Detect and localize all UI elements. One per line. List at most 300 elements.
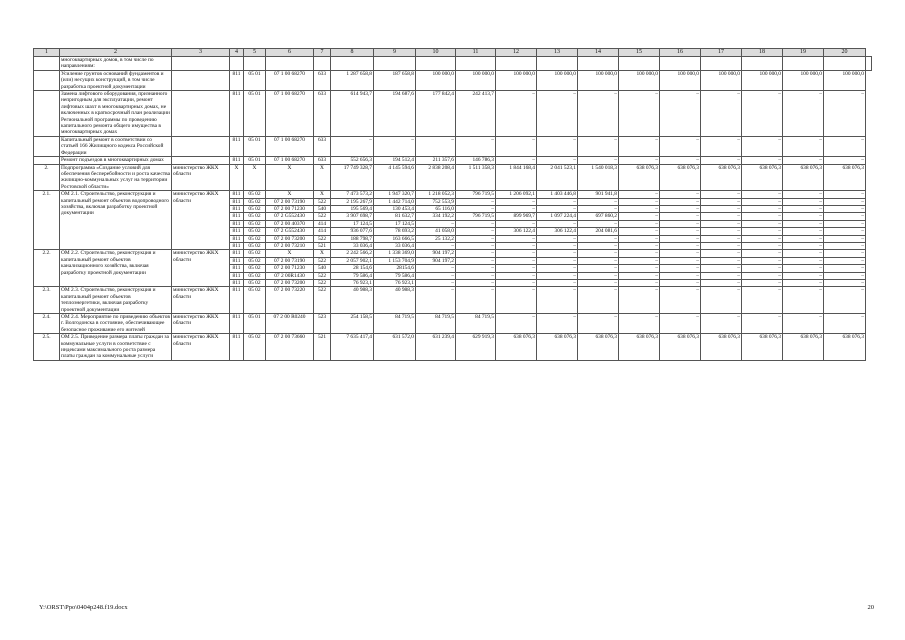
code-cell: 05 02 bbox=[244, 213, 266, 220]
amount-cell: – bbox=[456, 220, 496, 227]
row-number bbox=[34, 136, 60, 156]
amount-cell: – bbox=[619, 272, 660, 279]
amount-cell: – bbox=[619, 265, 660, 272]
table-row bbox=[34, 314, 872, 334]
amount-cell: 28154,6 bbox=[374, 265, 416, 272]
amount-cell: 187 658,8 bbox=[374, 70, 416, 90]
amount-cell: – bbox=[824, 287, 866, 314]
amount-cell: 1 206 092,1 bbox=[496, 191, 537, 198]
amount-cell: 254 158,5 bbox=[331, 314, 374, 334]
amount-cell: 638 076,3 bbox=[578, 334, 619, 361]
amount-cell: 33 036,4 bbox=[331, 242, 374, 249]
code-cell: 05 02 bbox=[244, 265, 266, 272]
amount-cell: – bbox=[578, 257, 619, 264]
code-cell: 633 bbox=[314, 70, 331, 90]
code-cell: 811 bbox=[230, 242, 244, 249]
row-number bbox=[34, 157, 60, 164]
code-cell: 523 bbox=[314, 314, 331, 334]
amount-cell: 242 413,7 bbox=[456, 91, 496, 137]
code-cell: 414 bbox=[314, 228, 331, 235]
amount-cell: – bbox=[496, 91, 537, 137]
amount-cell: 100 000,0 bbox=[456, 70, 496, 90]
amount-cell: – bbox=[783, 213, 824, 220]
amount-cell: 100 000,0 bbox=[660, 70, 701, 90]
document-page bbox=[33, 48, 872, 361]
amount-cell: 76 923,1 bbox=[374, 280, 416, 287]
budget-table bbox=[33, 48, 872, 361]
amount-cell: – bbox=[496, 157, 537, 164]
amount-cell: – bbox=[619, 235, 660, 242]
file-path: Y:\ORST\Ppo\0404p248.f19.docx bbox=[39, 604, 128, 611]
amount-cell: 904 197,2 bbox=[416, 257, 456, 264]
amount-cell: – bbox=[783, 198, 824, 205]
amount-cell: 40 988,3 bbox=[331, 287, 374, 314]
amount-cell: 79 586,4 bbox=[374, 272, 416, 279]
executor-cell bbox=[172, 70, 230, 90]
amount-cell: 638 076,3 bbox=[742, 334, 783, 361]
amount-cell: 752 553,9 bbox=[416, 198, 456, 205]
amount-cell: – bbox=[742, 91, 783, 137]
amount-cell: 796 719,5 bbox=[456, 191, 496, 198]
header-cell: 3 bbox=[172, 49, 230, 57]
amount-cell bbox=[456, 57, 496, 71]
amount-cell: – bbox=[416, 220, 456, 227]
amount-cell: 638 076,3 bbox=[783, 164, 824, 191]
amount-cell: 79 586,4 bbox=[331, 272, 374, 279]
amount-cell: – bbox=[660, 242, 701, 249]
row-title: ОМ 2.3. Строительство, реконструкция и капитальный ремонт объектов теплоэнергетики, включая разработку проектной документации bbox=[60, 287, 172, 314]
amount-cell: – bbox=[824, 91, 866, 137]
amount-cell: 1 511 358,3 bbox=[456, 164, 496, 191]
amount-cell: – bbox=[701, 136, 742, 156]
amount-cell: – bbox=[660, 213, 701, 220]
amount-cell: – bbox=[537, 265, 578, 272]
amount-cell: – bbox=[619, 242, 660, 249]
amount-cell: 901 941,8 bbox=[578, 191, 619, 198]
amount-cell: – bbox=[783, 280, 824, 287]
amount-cell: – bbox=[701, 272, 742, 279]
amount-cell: – bbox=[742, 235, 783, 242]
amount-cell: 2 041 523,1 bbox=[537, 164, 578, 191]
code-cell: X bbox=[314, 191, 331, 198]
code-cell: 07 2 00 73200 bbox=[266, 280, 314, 287]
code-cell: 521 bbox=[314, 334, 331, 361]
amount-cell: – bbox=[824, 157, 866, 164]
table-row bbox=[34, 57, 872, 71]
amount-cell: – bbox=[578, 157, 619, 164]
amount-cell: – bbox=[824, 265, 866, 272]
amount-cell bbox=[701, 57, 742, 71]
amount-cell: 2 195 267,9 bbox=[331, 198, 374, 205]
executor-cell: министерство ЖКХ области bbox=[172, 287, 230, 314]
amount-cell: – bbox=[660, 280, 701, 287]
amount-cell: – bbox=[660, 265, 701, 272]
amount-cell: – bbox=[456, 250, 496, 257]
executor-cell: министерство ЖКХ области bbox=[172, 334, 230, 361]
row-title: Замена лифтового оборудования, признанного непригодным для эксплуатации, ремонт лифтовых шахт в многоквартирных домах, не включенных в краткосрочный план реализации Региональной программы по проведению капитального ремонта общего имущества в многоквартирных домах bbox=[61, 91, 170, 136]
amount-cell: – bbox=[496, 235, 537, 242]
amount-cell: – bbox=[416, 136, 456, 156]
amount-cell: – bbox=[660, 250, 701, 257]
header-cell: 17 bbox=[701, 49, 742, 57]
table-row bbox=[34, 70, 872, 90]
amount-cell bbox=[866, 57, 872, 71]
amount-cell bbox=[619, 57, 660, 71]
amount-cell: – bbox=[578, 272, 619, 279]
amount-cell: – bbox=[824, 220, 866, 227]
amount-cell: 638 076,3 bbox=[824, 164, 866, 191]
amount-cell: 631 239,4 bbox=[416, 334, 456, 361]
code-cell: 07 2 00 73660 bbox=[266, 334, 314, 361]
amount-cell: – bbox=[578, 280, 619, 287]
amount-cell: 146 786,3 bbox=[456, 157, 496, 164]
header-cell: 4 bbox=[230, 49, 244, 57]
amount-cell: – bbox=[660, 191, 701, 198]
code-cell: 522 bbox=[314, 235, 331, 242]
executor-cell bbox=[172, 57, 230, 71]
amount-cell: 638 076,3 bbox=[537, 334, 578, 361]
code-cell: 05 02 bbox=[244, 287, 266, 314]
code-cell: 414 bbox=[314, 220, 331, 227]
header-cell: 2 bbox=[60, 49, 172, 57]
table-row bbox=[34, 287, 872, 314]
amount-cell: 1 947 320,7 bbox=[374, 191, 416, 198]
amount-cell: – bbox=[578, 235, 619, 242]
amount-cell: 2 057 902,1 bbox=[331, 257, 374, 264]
amount-cell: 2 242 566,2 bbox=[331, 250, 374, 257]
code-cell: 05 02 bbox=[244, 228, 266, 235]
amount-cell: – bbox=[783, 242, 824, 249]
row-number: 2.5. bbox=[34, 334, 60, 361]
amount-cell: – bbox=[824, 257, 866, 264]
amount-cell bbox=[578, 57, 619, 71]
code-cell: X bbox=[266, 191, 314, 198]
header-cell: 18 bbox=[742, 49, 783, 57]
amount-cell: – bbox=[824, 235, 866, 242]
code-cell: 522 bbox=[314, 198, 331, 205]
amount-cell: 84 719,5 bbox=[416, 314, 456, 334]
amount-cell: – bbox=[742, 198, 783, 205]
amount-cell: – bbox=[701, 242, 742, 249]
amount-cell: 1 844 168,4 bbox=[496, 164, 537, 191]
code-cell: 05 02 bbox=[244, 235, 266, 242]
amount-cell: – bbox=[619, 136, 660, 156]
amount-cell: – bbox=[456, 136, 496, 156]
amount-cell: – bbox=[456, 280, 496, 287]
amount-cell: 195 569,4 bbox=[331, 205, 374, 212]
amount-cell: – bbox=[783, 287, 824, 314]
amount-cell: – bbox=[660, 205, 701, 212]
code-cell: 522 bbox=[314, 213, 331, 220]
amount-cell: 614 943,7 bbox=[331, 91, 374, 137]
code-cell: 05 02 bbox=[244, 280, 266, 287]
amount-cell: – bbox=[496, 242, 537, 249]
amount-cell: – bbox=[619, 287, 660, 314]
amount-cell: 1 218 052,3 bbox=[416, 191, 456, 198]
amount-cell bbox=[783, 57, 824, 71]
amount-cell: – bbox=[783, 136, 824, 156]
amount-cell: 100 000,0 bbox=[496, 70, 537, 90]
amount-cell: 163 666,5 bbox=[374, 235, 416, 242]
amount-cell: 76 923,1 bbox=[331, 280, 374, 287]
code-cell: 811 bbox=[230, 287, 244, 314]
code-cell: 811 bbox=[230, 280, 244, 287]
amount-cell: 4 145 594,6 bbox=[374, 164, 416, 191]
amount-cell: 17 124,5 bbox=[331, 220, 374, 227]
amount-cell: 2 838 208,4 bbox=[416, 164, 456, 191]
amount-cell: 65 116,0 bbox=[416, 205, 456, 212]
amount-cell: – bbox=[824, 272, 866, 279]
code-cell: 522 bbox=[314, 287, 331, 314]
amount-cell: – bbox=[660, 314, 701, 334]
amount-cell: – bbox=[783, 205, 824, 212]
table-row bbox=[34, 136, 872, 156]
code-cell: 811 bbox=[230, 334, 244, 361]
amount-cell: – bbox=[824, 213, 866, 220]
amount-cell: 631 572,0 bbox=[374, 334, 416, 361]
code-cell: 522 bbox=[314, 280, 331, 287]
code-cell: 540 bbox=[314, 265, 331, 272]
row-title: ОМ 2.1. Строительство, реконструкция и капитальный ремонт объектов водопроводного хозяйства, включая разработку проектной документации bbox=[60, 191, 172, 250]
amount-cell: – bbox=[619, 91, 660, 137]
amount-cell: 100 000,0 bbox=[416, 70, 456, 90]
amount-cell: 78 693,2 bbox=[374, 228, 416, 235]
code-cell: X bbox=[314, 250, 331, 257]
header-cell: 5 bbox=[244, 49, 266, 57]
code-cell: 05 01 bbox=[244, 91, 266, 137]
amount-cell: 25 132,2 bbox=[416, 235, 456, 242]
code-cell: 633 bbox=[314, 157, 331, 164]
code-cell bbox=[244, 57, 266, 71]
code-cell: X bbox=[266, 164, 314, 191]
row-number bbox=[34, 91, 60, 137]
amount-cell: – bbox=[619, 157, 660, 164]
amount-cell: – bbox=[537, 280, 578, 287]
code-cell: 811 bbox=[230, 314, 244, 334]
amount-cell: 638 076,3 bbox=[824, 334, 866, 361]
amount-cell: – bbox=[456, 257, 496, 264]
amount-cell: – bbox=[578, 198, 619, 205]
code-cell: 07 2 00 73210 bbox=[266, 242, 314, 249]
row-number: 2.3. bbox=[34, 287, 60, 314]
amount-cell bbox=[660, 57, 701, 71]
amount-cell: – bbox=[660, 136, 701, 156]
amount-cell: – bbox=[701, 157, 742, 164]
executor-cell bbox=[172, 157, 230, 164]
amount-cell: – bbox=[496, 280, 537, 287]
amount-cell: – bbox=[456, 272, 496, 279]
amount-cell: – bbox=[701, 257, 742, 264]
code-cell: 05 02 bbox=[244, 257, 266, 264]
amount-cell: – bbox=[660, 235, 701, 242]
header-cell: 12 bbox=[496, 49, 537, 57]
amount-cell: 1 097 224,4 bbox=[537, 213, 578, 220]
code-cell: X bbox=[244, 164, 266, 191]
amount-cell: – bbox=[496, 265, 537, 272]
code-cell: 07 2 G552430 bbox=[266, 228, 314, 235]
amount-cell: – bbox=[660, 228, 701, 235]
amount-cell: – bbox=[578, 314, 619, 334]
code-cell: 633 bbox=[314, 91, 331, 137]
amount-cell: – bbox=[783, 250, 824, 257]
code-cell: 05 01 bbox=[244, 157, 266, 164]
amount-cell: 41 058,0 bbox=[416, 228, 456, 235]
amount-cell: – bbox=[619, 280, 660, 287]
code-cell: 811 bbox=[230, 198, 244, 205]
amount-cell: 7 635 417,4 bbox=[331, 334, 374, 361]
amount-cell: – bbox=[742, 250, 783, 257]
amount-cell: 188 798,7 bbox=[331, 235, 374, 242]
amount-cell: 17 749 328,7 bbox=[331, 164, 374, 191]
code-cell: 811 bbox=[230, 70, 244, 90]
row-number: 2.1. bbox=[34, 191, 60, 250]
amount-cell: 638 076,3 bbox=[619, 334, 660, 361]
amount-cell: – bbox=[619, 220, 660, 227]
amount-cell: 100 000,0 bbox=[619, 70, 660, 90]
amount-cell: – bbox=[824, 228, 866, 235]
executor-cell: министерство ЖКХ области bbox=[172, 314, 230, 334]
amount-cell: – bbox=[742, 157, 783, 164]
header-cell: 1 bbox=[34, 49, 60, 57]
amount-cell: – bbox=[537, 257, 578, 264]
header-cell: 19 bbox=[783, 49, 824, 57]
amount-cell: 904 197,2 bbox=[416, 250, 456, 257]
amount-cell: – bbox=[456, 242, 496, 249]
code-cell: 811 bbox=[230, 235, 244, 242]
amount-cell: 638 076,3 bbox=[783, 334, 824, 361]
amount-cell: – bbox=[742, 136, 783, 156]
row-title: ОМ 2.5. Приведение размера платы граждан за коммунальные услуги в соответствие с индексами максимального роста размера платы граждан за коммунальные услуги bbox=[60, 334, 172, 361]
amount-cell: – bbox=[824, 242, 866, 249]
amount-cell: – bbox=[416, 272, 456, 279]
code-cell: 05 02 bbox=[244, 198, 266, 205]
amount-cell bbox=[496, 57, 537, 71]
amount-cell: – bbox=[783, 272, 824, 279]
amount-cell: – bbox=[701, 287, 742, 314]
table-row bbox=[34, 164, 872, 191]
amount-cell: 33 036,4 bbox=[374, 242, 416, 249]
amount-cell: – bbox=[783, 228, 824, 235]
amount-cell: – bbox=[701, 198, 742, 205]
amount-cell: – bbox=[496, 287, 537, 314]
table-row bbox=[34, 250, 872, 257]
amount-cell: – bbox=[456, 205, 496, 212]
header-cell: 9 bbox=[374, 49, 416, 57]
code-cell: 05 02 bbox=[244, 205, 266, 212]
row-title: ОМ 2.4. Мероприятие по приведению объектов г. Волгодонска в состояние, обеспечивающее безопасное проживание его жителей bbox=[61, 314, 170, 333]
amount-cell: – bbox=[619, 314, 660, 334]
amount-cell: – bbox=[537, 220, 578, 227]
code-cell: 811 bbox=[230, 220, 244, 227]
amount-cell: 552 656,3 bbox=[331, 157, 374, 164]
code-cell: 07 1 00 68270 bbox=[266, 70, 314, 90]
amount-cell: – bbox=[619, 228, 660, 235]
amount-cell: 17 124,5 bbox=[374, 220, 416, 227]
amount-cell: – bbox=[456, 228, 496, 235]
header-cell: 10 bbox=[416, 49, 456, 57]
code-cell: X bbox=[314, 164, 331, 191]
amount-cell: – bbox=[783, 191, 824, 198]
code-cell: 811 bbox=[230, 257, 244, 264]
code-cell: 811 bbox=[230, 228, 244, 235]
amount-cell: 1 153 704,9 bbox=[374, 257, 416, 264]
amount-cell: – bbox=[701, 91, 742, 137]
amount-cell: 306 122,4 bbox=[537, 228, 578, 235]
amount-cell: – bbox=[701, 314, 742, 334]
amount-cell: 130 453,4 bbox=[374, 205, 416, 212]
amount-cell: 84 719,5 bbox=[374, 314, 416, 334]
amount-cell: – bbox=[578, 287, 619, 314]
code-cell: 811 bbox=[230, 205, 244, 212]
amount-cell: – bbox=[742, 242, 783, 249]
amount-cell: – bbox=[742, 314, 783, 334]
amount-cell: – bbox=[578, 220, 619, 227]
amount-cell: – bbox=[416, 265, 456, 272]
amount-cell: – bbox=[660, 257, 701, 264]
amount-cell: 211 357,6 bbox=[416, 157, 456, 164]
header-cell: 14 bbox=[578, 49, 619, 57]
code-cell: 811 bbox=[230, 157, 244, 164]
row-number bbox=[34, 70, 60, 90]
amount-cell: – bbox=[496, 205, 537, 212]
amount-cell: 100 000,0 bbox=[824, 70, 866, 90]
amount-cell: 638 076,3 bbox=[660, 164, 701, 191]
amount-cell: – bbox=[537, 314, 578, 334]
executor-cell: министерство ЖКХ области bbox=[172, 164, 230, 191]
amount-cell: – bbox=[742, 205, 783, 212]
amount-cell: 100 000,0 bbox=[578, 70, 619, 90]
amount-cell: 100 000,0 bbox=[742, 70, 783, 90]
amount-cell: 177 842,4 bbox=[416, 91, 456, 137]
code-cell bbox=[314, 57, 331, 71]
code-cell: 07 2 00 40370 bbox=[266, 220, 314, 227]
amount-cell: – bbox=[824, 136, 866, 156]
amount-cell: – bbox=[701, 191, 742, 198]
amount-cell: 306 122,4 bbox=[496, 228, 537, 235]
code-cell: 07 2 00 73200 bbox=[266, 235, 314, 242]
amount-cell: 638 076,3 bbox=[742, 164, 783, 191]
amount-cell: – bbox=[701, 213, 742, 220]
table-header-row bbox=[34, 49, 872, 57]
amount-cell: – bbox=[578, 242, 619, 249]
amount-cell: – bbox=[783, 157, 824, 164]
amount-cell: – bbox=[660, 220, 701, 227]
code-cell: 05 01 bbox=[244, 136, 266, 156]
amount-cell: 638 076,3 bbox=[660, 334, 701, 361]
amount-cell: – bbox=[496, 136, 537, 156]
amount-cell: – bbox=[496, 257, 537, 264]
amount-cell: – bbox=[537, 205, 578, 212]
amount-cell: – bbox=[783, 265, 824, 272]
code-cell: 05 02 bbox=[244, 242, 266, 249]
amount-cell: 204 081,6 bbox=[578, 228, 619, 235]
amount-cell: – bbox=[496, 314, 537, 334]
amount-cell: – bbox=[742, 228, 783, 235]
code-cell: X bbox=[266, 250, 314, 257]
code-cell: 633 bbox=[314, 136, 331, 156]
row-number: 2.2. bbox=[34, 250, 60, 287]
amount-cell: 100 000,0 bbox=[701, 70, 742, 90]
code-cell: 811 bbox=[230, 272, 244, 279]
table-row bbox=[34, 191, 872, 198]
amount-cell: – bbox=[701, 228, 742, 235]
code-cell: 05 01 bbox=[244, 70, 266, 90]
amount-cell: – bbox=[701, 265, 742, 272]
amount-cell: – bbox=[578, 250, 619, 257]
amount-cell: – bbox=[742, 213, 783, 220]
row-number bbox=[34, 57, 60, 71]
amount-cell: 1 442 714,0 bbox=[374, 198, 416, 205]
